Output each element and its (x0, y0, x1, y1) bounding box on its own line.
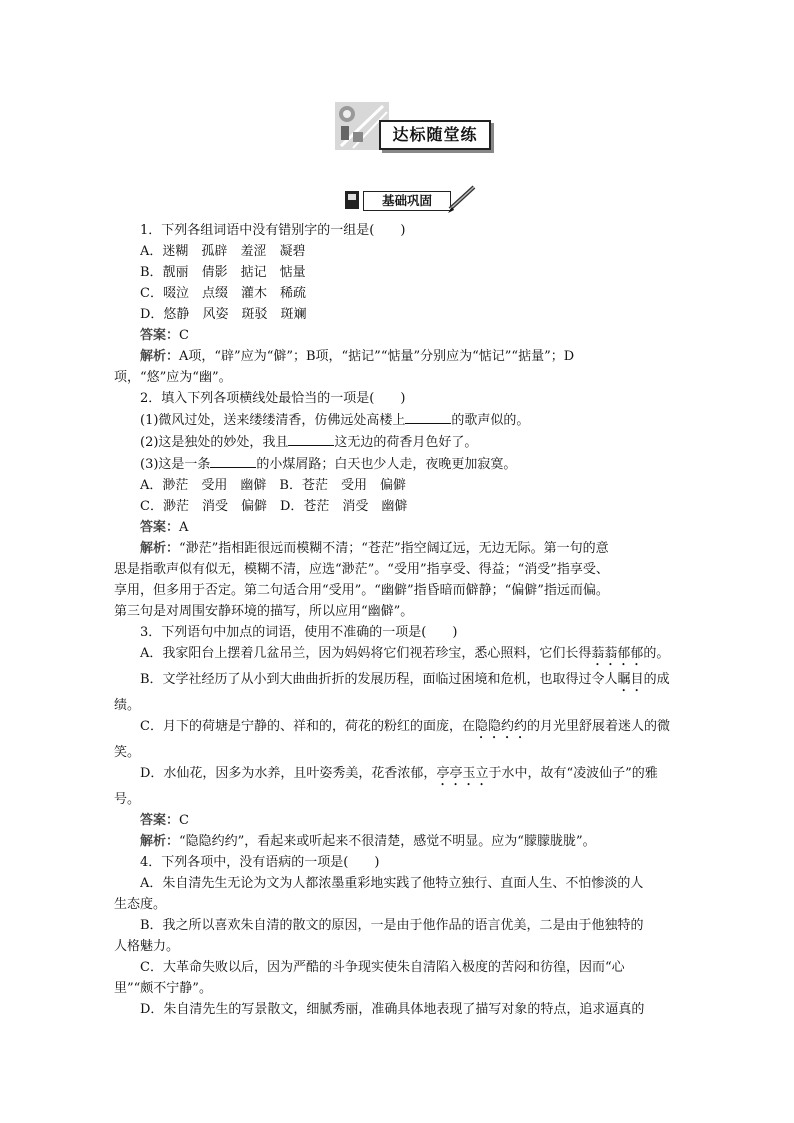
q4-option-c: C．大革命失败以后，因为严酷的斗争现实使朱自清陷入极度的苦闷和彷徨，因而“心 (140, 960, 625, 975)
q4-option-a-cont: 生态度。 (114, 897, 167, 912)
section-title: 基础巩固 (363, 191, 451, 211)
q1-stem: 1．下列各组词语中没有错别字的一组是( ) (140, 223, 406, 238)
q3-analysis: 解析：“隐隐约约”，看起来或听起来不很清楚，感觉不明显。应为“朦朦胧胧”。 (140, 834, 596, 849)
exercise-content (114, 220, 682, 1020)
banner (327, 98, 493, 154)
q4-option-a: A．朱自清先生无论为文为人都浓墨重彩地实践了他特立独行、直面人生、不怕惨淡的人 (140, 876, 644, 891)
q4-option-b: B．我之所以喜欢朱自清的散文的原因，一是由于他作品的语言优美，二是由于他独特的 (140, 918, 644, 933)
q2-stem: 2．填入下列各项横线处最恰当的一项是( ) (140, 391, 406, 406)
q2-analysis-cont-1: 思是指歌声似有似无，模糊不清，应选“渺茫”。“受用”指享受、得益；“消受”指享受、 (114, 562, 609, 577)
q3-option-a: A．我家阳台上摆着几盆吊兰，因为妈妈将它们视若珍宝，悉心照料，它们长得蓊蓊郁郁的。 (140, 646, 670, 661)
pen-icon (448, 185, 478, 213)
q2-sentence-1: (1)微风过处，送来缕缕清香，仿佛远处高楼上 的歌声似的。 (114, 409, 682, 431)
q3-answer: 答案：C (140, 813, 189, 828)
q2-options-cd: C．渺茫 消受 偏僻 D．苍茫 消受 幽僻 (140, 499, 408, 514)
q2-sentence-2: (2)这是独处的妙处，我且 这无边的荷香月色好了。 (114, 431, 682, 453)
q1-option-a: A．迷糊 孤辟 羞涩 凝碧 (140, 244, 306, 259)
q2-options-ab: A．渺茫 受用 幽僻 B．苍茫 受用 偏僻 (140, 478, 406, 493)
q2-analysis-cont-3: 第三句是对周围安静环境的描写，所以应用“幽僻”。 (114, 604, 414, 619)
q4-stem: 4．下列各项中，没有语病的一项是( ) (140, 855, 380, 870)
q3-option-b: B．文学社经历了从小到大曲曲折折的发展历程，面临过困境和危机，也取得过令人瞩目的成绩。 (114, 672, 670, 713)
q1-analysis: 解析：A项，“辟”应为“僻”；B项，“掂记”“惦量”分别应为“惦记”“掂量”；D (140, 349, 575, 364)
q1-option-d: D．悠静 风姿 斑驳 斑斓 (140, 307, 307, 322)
banner-title: 达标随堂练 (379, 120, 491, 150)
section-marker-icon (343, 185, 363, 213)
q4-option-c-cont: 里”“颇不宁静”。 (114, 981, 212, 996)
q2-analysis: 解析：“渺茫”指相距很远而模糊不清；“苍茫”指空阔辽远，无边无际。第一句的意 (140, 541, 609, 556)
q4-option-b-cont: 人格魅力。 (114, 939, 180, 954)
section-header (343, 185, 478, 213)
q2-sentence-3: (3)这是一条 的小煤屑路；白天也少人走，夜晚更加寂寞。 (114, 453, 682, 475)
q1-answer: 答案：C (140, 328, 189, 343)
q3-stem: 3．下列语句中加点的词语，使用不准确的一项是( ) (140, 625, 458, 640)
q1-option-b: B．靓丽 倩影 掂记 惦量 (140, 265, 306, 280)
q2-analysis-cont-2: 享用，但多用于否定。第二句适合用“受用”。“幽僻”指昏暗而僻静；“偏僻”指远而偏。 (114, 583, 609, 598)
q1-option-c: C．啜泣 点缀 灌木 稀疏 (140, 286, 307, 301)
q3-option-c: C．月下的荷塘是宁静的、祥和的，荷花的粉红的面庞，在隐隐约约的月光里舒展着迷人的微笑。 (114, 719, 670, 760)
q3-option-d: D．水仙花，因多为水养，且叶姿秀美，花香浓郁，亭亭玉立于水中，故有“凌波仙子”的雅号。 (114, 766, 658, 807)
q1-analysis-cont: 项，“悠”应为“幽”。 (114, 370, 232, 385)
q4-option-d: D．朱自清先生的写景散文，细腻秀丽，准确具体地表现了描写对象的特点，追求逼真的 (140, 1002, 645, 1017)
q2-answer: 答案：A (140, 520, 189, 535)
